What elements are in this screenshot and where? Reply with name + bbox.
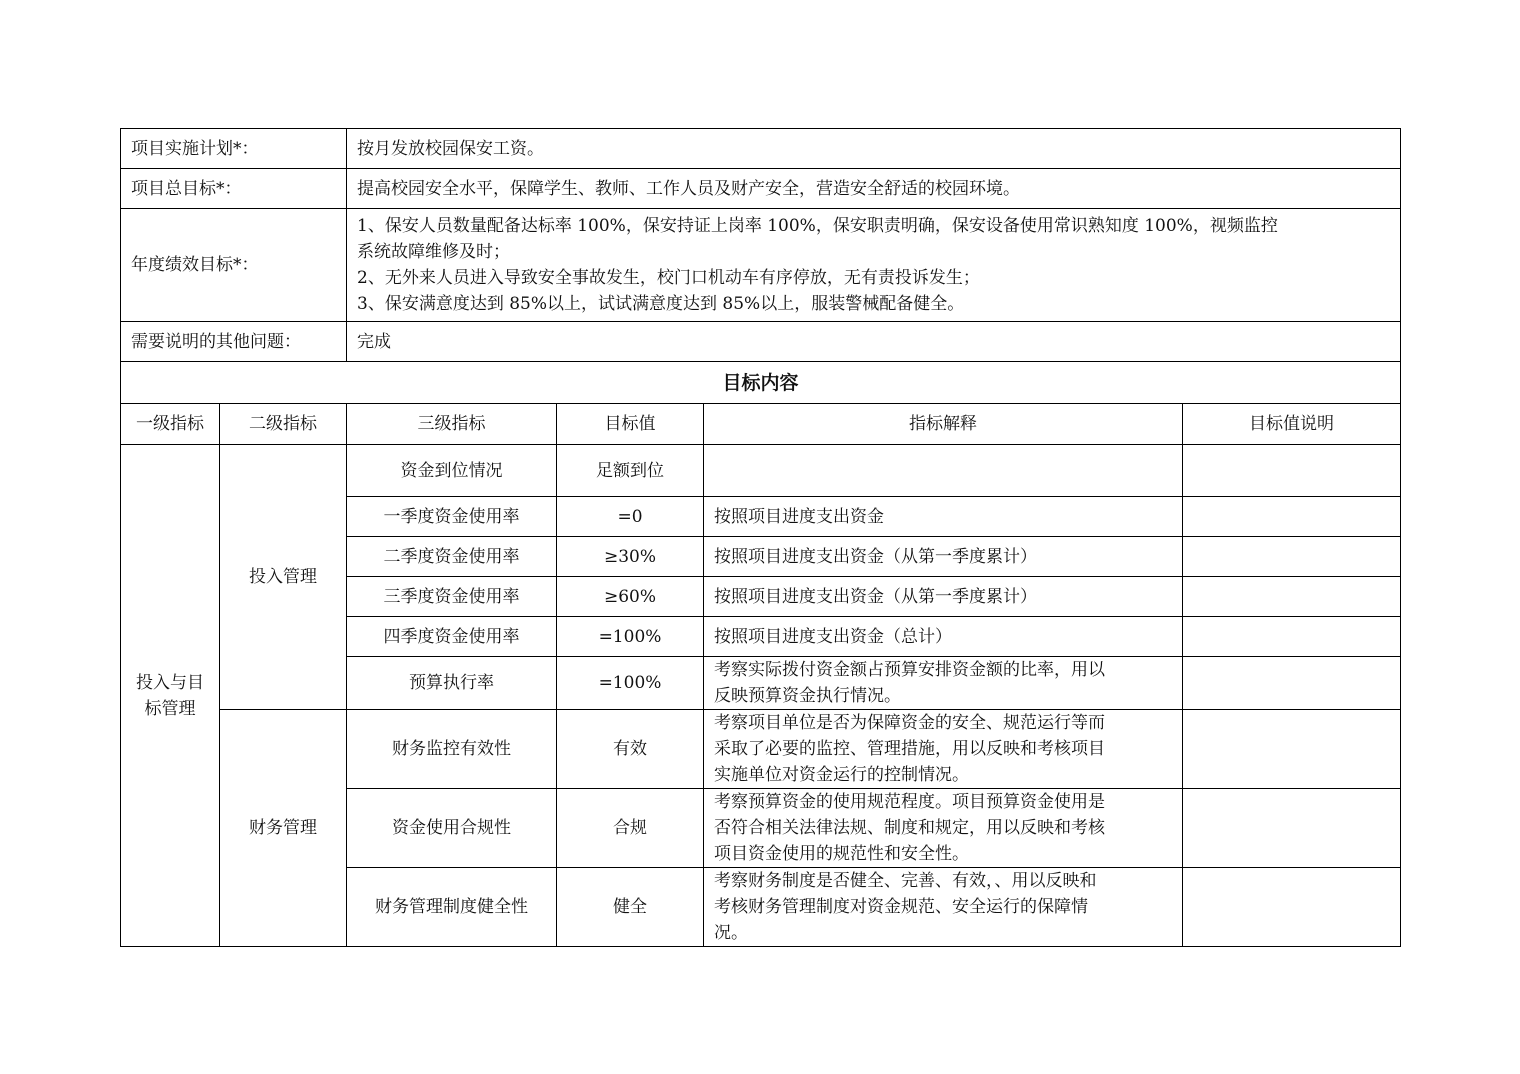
info-row-other-issues <box>121 322 1401 362</box>
level3-cell: 一季度资金使用率 <box>347 497 557 537</box>
target-cell: 有效 <box>557 710 704 789</box>
explain-cell: 按照项目进度支出资金（从第一季度累计） <box>704 577 1183 617</box>
column-header: 目标值 <box>557 404 704 445</box>
column-header: 二级指标 <box>220 404 347 445</box>
info-row-annual-goal <box>121 209 1401 322</box>
info-label: 项目实施计划*： <box>121 129 347 169</box>
explain-cell <box>704 868 1183 947</box>
target-cell: =0 <box>557 497 704 537</box>
level3-cell: 预算执行率 <box>347 657 557 710</box>
explain-line: 考察预算资金的使用规范程度。项目预算资金使用是 <box>714 792 1105 812</box>
explain-cell <box>704 445 1183 497</box>
section-title-row <box>121 362 1401 404</box>
info-label: 年度绩效目标*： <box>121 209 347 322</box>
target-cell: ≥30% <box>557 537 704 577</box>
explain-line: 况。 <box>714 923 748 943</box>
target-cell: =100% <box>557 657 704 710</box>
explain-cell <box>704 789 1183 868</box>
column-header: 一级指标 <box>121 404 220 445</box>
info-value: 按月发放校园保安工资。 <box>347 129 1401 169</box>
performance-target-table <box>120 128 1401 947</box>
column-header: 三级指标 <box>347 404 557 445</box>
level1-cell <box>121 445 220 947</box>
level3-cell: 资金使用合规性 <box>347 789 557 868</box>
note-cell <box>1183 657 1401 710</box>
info-label: 需要说明的其他问题： <box>121 322 347 362</box>
note-cell <box>1183 617 1401 657</box>
explain-line: 考察财务制度是否健全、完善、有效，、用以反映和 <box>714 871 1097 891</box>
level3-cell: 财务监控有效性 <box>347 710 557 789</box>
explain-line: 项目资金使用的规范性和安全性。 <box>714 844 969 864</box>
section-title: 目标内容 <box>121 362 1401 404</box>
info-value <box>347 209 1401 322</box>
level3-cell: 四季度资金使用率 <box>347 617 557 657</box>
note-cell <box>1183 710 1401 789</box>
target-cell: =100% <box>557 617 704 657</box>
level2-cell: 财务管理 <box>220 710 347 947</box>
level3-cell: 财务管理制度健全性 <box>347 868 557 947</box>
explain-cell: 按照项目进度支出资金 <box>704 497 1183 537</box>
level3-cell: 二季度资金使用率 <box>347 537 557 577</box>
explain-line: 考核财务管理制度对资金规范、安全运行的保障情 <box>714 897 1088 917</box>
target-cell: 合规 <box>557 789 704 868</box>
info-value: 提高校园安全水平，保障学生、教师、工作人员及财产安全，营造安全舒适的校园环境。 <box>347 169 1401 209</box>
explain-line: 考察项目单位是否为保障资金的安全、规范运行等而 <box>714 713 1105 733</box>
note-cell <box>1183 497 1401 537</box>
target-cell: ≥60% <box>557 577 704 617</box>
target-cell: 足额到位 <box>557 445 704 497</box>
note-cell <box>1183 537 1401 577</box>
explain-line: 反映预算资金执行情况。 <box>714 686 901 706</box>
note-cell <box>1183 868 1401 947</box>
column-header-row <box>121 404 1401 445</box>
level1-line: 投入与目 <box>136 672 204 693</box>
explain-cell <box>704 710 1183 789</box>
goal-line: 2、无外来人员进入导致安全事故发生，校门口机动车有序停放，无有责投诉发生； <box>357 268 980 288</box>
table-row <box>121 710 1401 789</box>
goal-line: 系统故障维修及时； <box>357 242 510 262</box>
column-header: 指标解释 <box>704 404 1183 445</box>
explain-line: 采取了必要的监控、管理措施，用以反映和考核项目 <box>714 739 1105 759</box>
explain-cell <box>704 657 1183 710</box>
level3-cell: 资金到位情况 <box>347 445 557 497</box>
info-row-overall-goal <box>121 169 1401 209</box>
explain-line: 否符合相关法律法规、制度和规定，用以反映和考核 <box>714 818 1105 838</box>
target-cell: 健全 <box>557 868 704 947</box>
explain-line: 实施单位对资金运行的控制情况。 <box>714 765 969 785</box>
column-header: 目标值说明 <box>1183 404 1401 445</box>
note-cell <box>1183 789 1401 868</box>
info-row-plan <box>121 129 1401 169</box>
explain-line: 考察实际拨付资金额占预算安排资金额的比率，用以 <box>714 660 1105 680</box>
level3-cell: 三季度资金使用率 <box>347 577 557 617</box>
explain-cell: 按照项目进度支出资金（总计） <box>704 617 1183 657</box>
explain-cell: 按照项目进度支出资金（从第一季度累计） <box>704 537 1183 577</box>
note-cell <box>1183 577 1401 617</box>
table-row <box>121 445 1401 497</box>
info-label: 项目总目标*： <box>121 169 347 209</box>
level1-line: 标管理 <box>144 698 196 719</box>
info-value: 完成 <box>347 322 1401 362</box>
level2-cell: 投入管理 <box>220 445 347 710</box>
goal-line: 1、保安人员数量配备达标率 100%，保安持证上岗率 100%，保安职责明确，保安设备使用常识熟知度 100%，视频监控 <box>357 216 1278 236</box>
goal-line: 3、保安满意度达到 85%以上，试试满意度达到 85%以上，服装警械配备健全。 <box>357 294 965 314</box>
note-cell <box>1183 445 1401 497</box>
